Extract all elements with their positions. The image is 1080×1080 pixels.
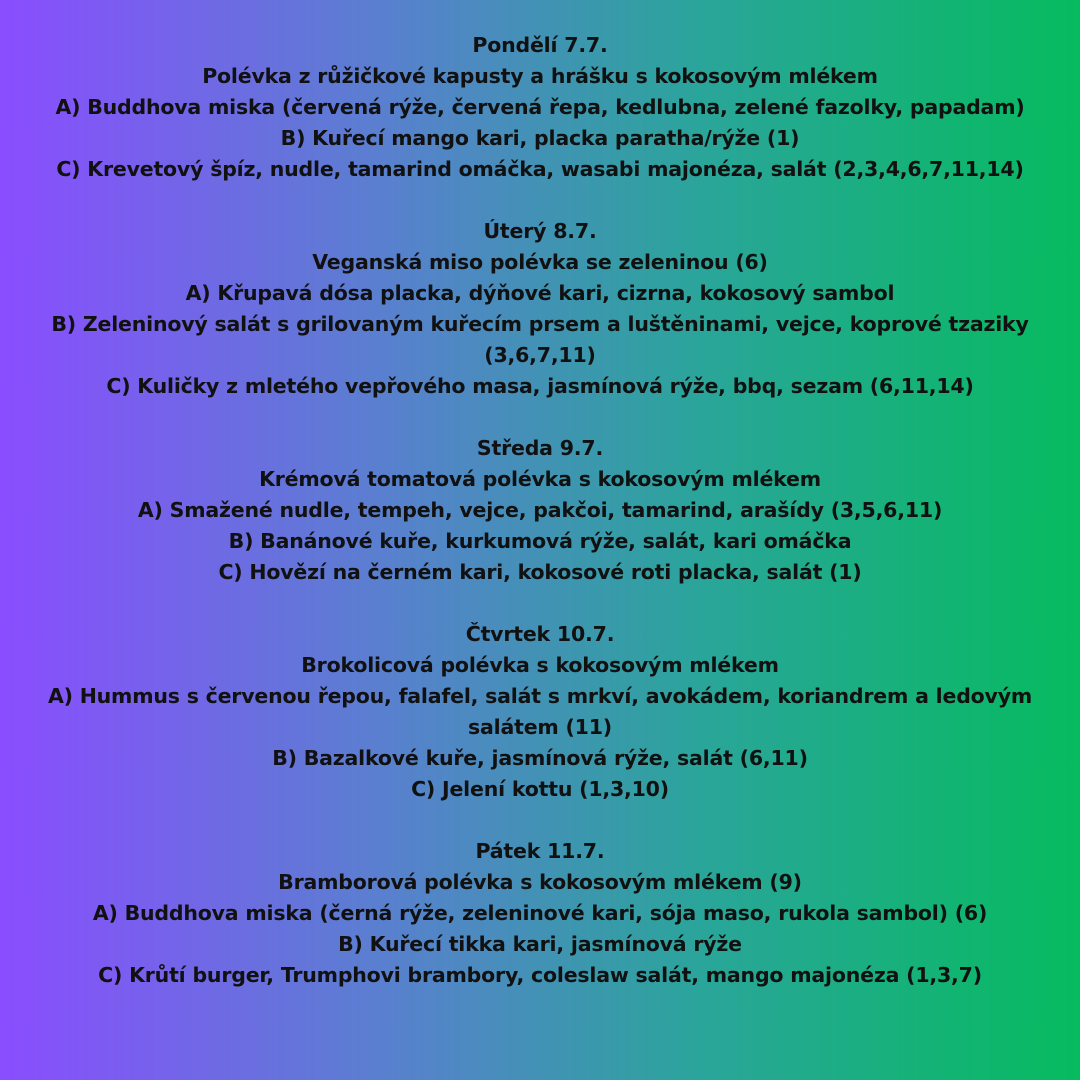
day-friday <box>14 836 1066 991</box>
menu-item-c: C) Krůtí burger, Trumphovi brambory, coleslaw salát, mango majonéza (1,3,7) <box>98 963 982 987</box>
day-wednesday <box>14 433 1066 588</box>
soup-item: Brokolicová polévka s kokosovým mlékem <box>301 653 779 677</box>
day-heading: Úterý 8.7. <box>483 219 597 243</box>
menu-item-c: C) Hovězí na černém kari, kokosové roti placka, salát (1) <box>218 560 862 584</box>
day-heading: Středa 9.7. <box>476 436 604 460</box>
menu-item-a: A) Buddhova miska (červená rýže, červená řepa, kedlubna, zelené fazolky, papadam) <box>55 95 1025 119</box>
menu-item-c: C) Kuličky z mletého vepřového masa, jasmínová rýže, bbq, sezam (6,11,14) <box>106 374 974 398</box>
day-tuesday <box>14 216 1066 402</box>
day-heading: Pátek 11.7. <box>475 839 605 863</box>
soup-item: Polévka z růžičkové kapusty a hrášku s kokosovým mlékem <box>202 64 878 88</box>
menu-item-c: C) Jelení kottu (1,3,10) <box>411 777 669 801</box>
menu-item-b: B) Bazalkové kuře, jasmínová rýže, salát (6,11) <box>272 746 808 770</box>
soup-item: Krémová tomatová polévka s kokosovým mlékem <box>259 467 821 491</box>
menu-item-a: A) Smažené nudle, tempeh, vejce, pakčoi, tamarind, arašídy (3,5,6,11) <box>137 498 943 522</box>
menu-item-a: A) Hummus s červenou řepou, falafel, salát s mrkví, avokádem, koriandrem a ledovým salátem (11) <box>47 684 1033 739</box>
day-heading: Čtvrtek 10.7. <box>465 622 615 646</box>
day-thursday <box>14 619 1066 805</box>
soup-item: Veganská miso polévka se zeleninou (6) <box>312 250 768 274</box>
menu-item-a: A) Křupavá dósa placka, dýňové kari, cizrna, kokosový sambol <box>185 281 895 305</box>
day-monday <box>14 30 1066 185</box>
menu-item-a: A) Buddhova miska (černá rýže, zeleninové kari, sója maso, rukola sambol) (6) <box>92 901 988 925</box>
menu-item-c: C) Krevetový špíz, nudle, tamarind omáčka, wasabi majonéza, salát (2,3,4,6,7,11,14) <box>56 157 1024 181</box>
menu-item-b: B) Zeleninový salát s grilovaným kuřecím prsem a luštěninami, vejce, koprové tzaziky (3,6,7,11) <box>51 312 1029 367</box>
menu-item-b: B) Banánové kuře, kurkumová rýže, salát, kari omáčka <box>228 529 852 553</box>
day-heading: Pondělí 7.7. <box>472 33 608 57</box>
soup-item: Bramborová polévka s kokosovým mlékem (9) <box>278 870 802 894</box>
menu-item-b: B) Kuřecí tikka kari, jasmínová rýže <box>338 932 742 956</box>
menu-item-b: B) Kuřecí mango kari, placka paratha/rýže (1) <box>280 126 800 150</box>
